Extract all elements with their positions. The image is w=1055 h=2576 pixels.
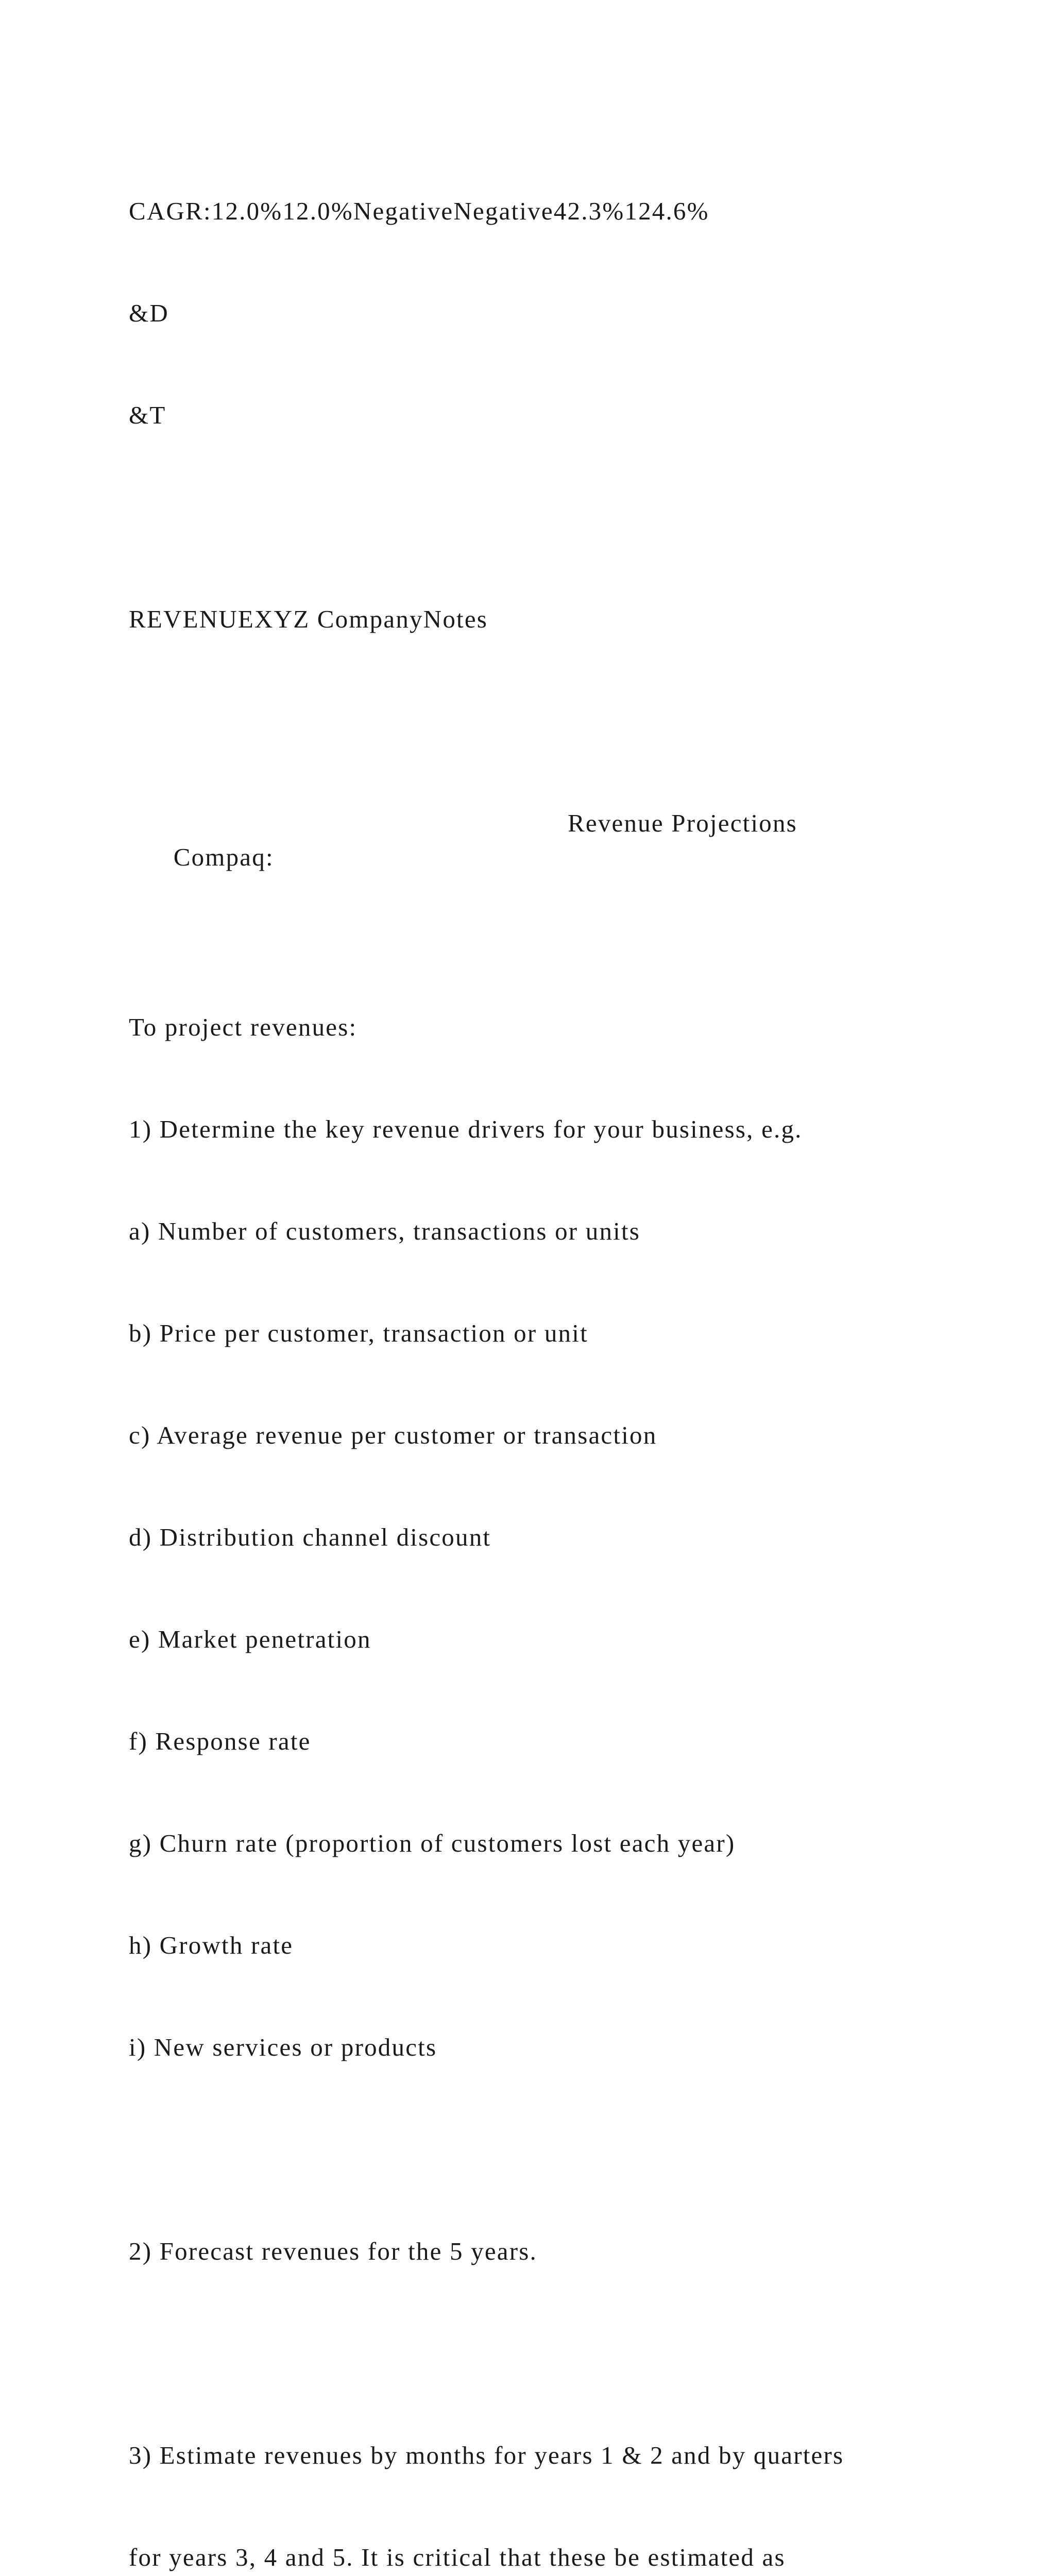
step3-line-2: for years 3, 4 and 5. It is critical that these be estimated as	[129, 2543, 786, 2571]
step1-item-g: g) Churn rate (proportion of customers lost each year)	[129, 1829, 736, 1857]
step1-item-a: a) Number of customers, transactions or units	[129, 1217, 641, 1245]
step1-heading: 1) Determine the key revenue drivers for your business, e.g.	[129, 1115, 803, 1143]
cagr-line: CAGR:12.0%12.0%NegativeNegative42.3%124.6%	[129, 197, 709, 225]
step2-line: 2) Forecast revenues for the 5 years.	[129, 2237, 537, 2265]
rd-line: &D	[129, 299, 169, 327]
step1-item-i: i) New services or products	[129, 2033, 437, 2061]
blank-line	[129, 2132, 1005, 2166]
step1-intro: To project revenues:	[129, 1013, 358, 1041]
blank-line	[129, 2336, 1005, 2370]
compaq-row	[129, 806, 1005, 871]
revenue-header: REVENUEXYZ CompanyNotes	[129, 605, 488, 633]
step1-item-d: d) Distribution channel discount	[129, 1523, 491, 1551]
blank-line	[129, 500, 1005, 534]
step3-line-1: 3) Estimate revenues by months for years 1 & 2 and by quarters	[129, 2441, 844, 2469]
step1-item-b: b) Price per customer, transaction or unit	[129, 1319, 588, 1347]
step1-item-h: h) Growth rate	[129, 1931, 294, 1959]
compaq-label: Compaq:	[173, 843, 274, 871]
revenue-projections-title: Revenue Projections	[568, 809, 797, 837]
blank-line	[129, 908, 1005, 942]
document-body	[129, 126, 1005, 2576]
blank-line	[129, 704, 1005, 738]
step1-item-c: c) Average revenue per customer or transaction	[129, 1421, 657, 1449]
step1-item-e: e) Market penetration	[129, 1625, 371, 1653]
step1-item-f: f) Response rate	[129, 1727, 311, 1755]
dt-line: &T	[129, 401, 166, 429]
